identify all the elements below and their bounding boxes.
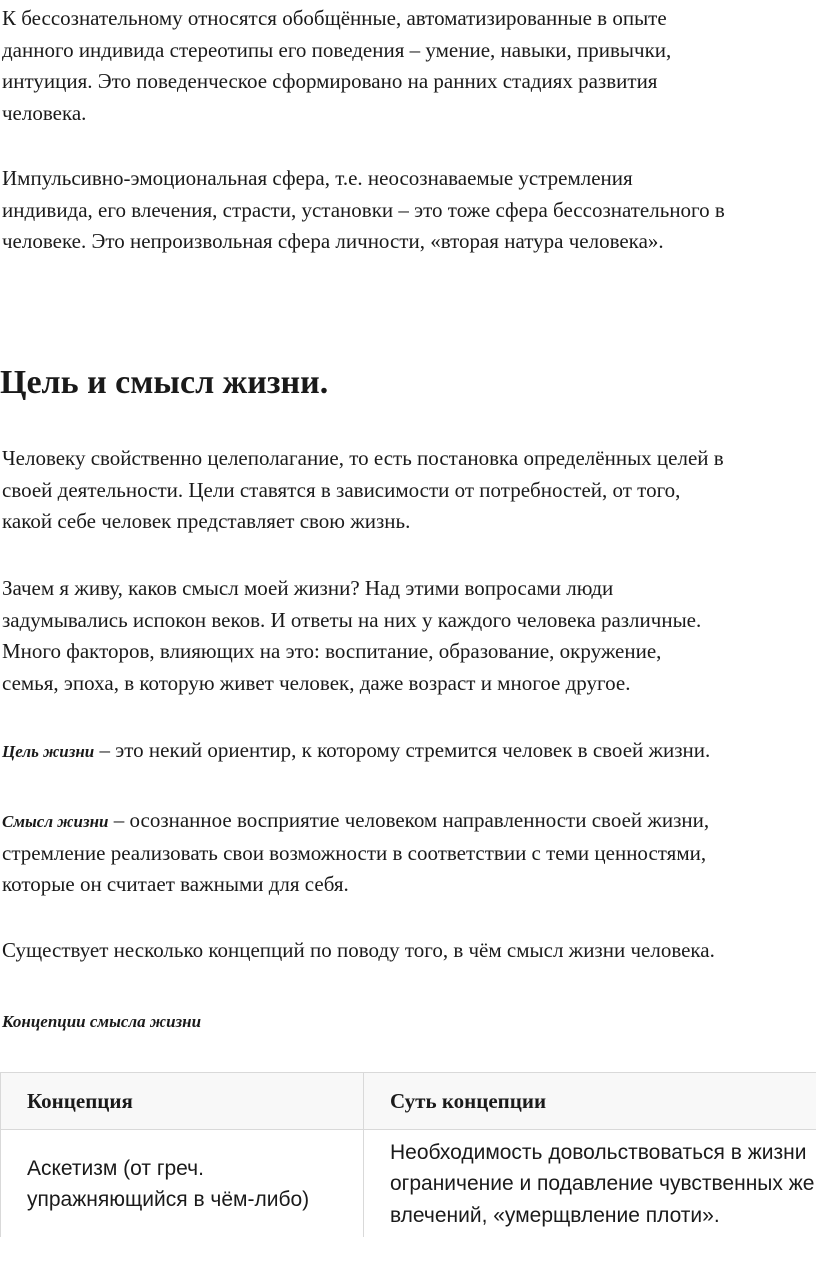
paragraph-unconscious bbox=[2, 3, 816, 129]
table-header-row bbox=[1, 1073, 816, 1130]
table-row bbox=[1, 1130, 816, 1238]
concepts-table bbox=[0, 1072, 816, 1237]
text-line: какой себе человек представляет свою жизнь. bbox=[2, 509, 411, 533]
text-line: стремление реализовать свои возможности в соответствии с теми ценностями, bbox=[2, 840, 707, 865]
text-line: Импульсивно-эмоциональная сфера, т.е. неосознаваемые устремления bbox=[2, 166, 633, 190]
cell-line: упражняющийся в чём-либо) bbox=[27, 1188, 310, 1211]
text-line: своей деятельности. Цели ставятся в зависимости от потребностей, от того, bbox=[2, 477, 681, 502]
definition-text: – это некий ориентир, к которому стремится человек в своей жизни. bbox=[94, 738, 711, 762]
cell-line: Аскетизм (от греч. bbox=[27, 1156, 204, 1180]
text-line: интуиция. Это поведенческое сформировано на ранних стадиях развития bbox=[2, 69, 658, 93]
text-line: Зачем я живу, каков смысл моей жизни? Над этими вопросами люди bbox=[2, 576, 614, 600]
cell-line: ограничение и подавление чувственных же bbox=[390, 1172, 815, 1196]
text-line: данного индивида стереотипы его поведения – умение, навыки, привычки, bbox=[2, 37, 672, 62]
definition-goal-of-life bbox=[2, 735, 816, 768]
column-header-essence: Суть концепции bbox=[364, 1073, 816, 1130]
text-line bbox=[2, 735, 816, 768]
text-line: К бессознательному относятся обобщённые, автоматизированные в опыте bbox=[2, 6, 667, 30]
text-line: Много факторов, влияющих на это: воспитание, образование, окружение, bbox=[2, 639, 662, 663]
text-line: семья, эпоха, в которую живет человек, даже возраст и многое другое. bbox=[2, 670, 631, 695]
text-line bbox=[2, 805, 816, 838]
definition-meaning-of-life bbox=[2, 805, 816, 901]
section-heading: Цель и смысл жизни. bbox=[0, 364, 329, 401]
paragraph-goal-setting bbox=[2, 443, 816, 538]
term-meaning-of-life: Смысл жизни bbox=[2, 812, 109, 831]
text-line: Человеку свойственно целеполагание, то есть постановка определённых целей в bbox=[2, 446, 724, 470]
term-goal-of-life: Цель жизни bbox=[2, 742, 95, 761]
text-line: человеке. Это непроизвольная сфера личности, «вторая натура человека». bbox=[2, 229, 664, 253]
paragraph-concepts-intro bbox=[2, 935, 816, 967]
cell-line: влечений, «умерщвление плоти». bbox=[390, 1203, 720, 1227]
cell-line: Необходимость довольствоваться в жизни bbox=[390, 1140, 807, 1164]
text-line: которые он считает важными для себя. bbox=[2, 872, 349, 896]
paragraph-why-live bbox=[2, 573, 816, 699]
concepts-heading: Концепции смысла жизни bbox=[2, 1012, 202, 1031]
text-line: задумывались испокон веков. И ответы на них у каждого человека различные. bbox=[2, 607, 702, 632]
cell-essence bbox=[364, 1130, 816, 1238]
concepts-table-wrapper bbox=[0, 1072, 816, 1237]
text-line: человека. bbox=[2, 100, 87, 125]
paragraph-impulsive-sphere bbox=[2, 163, 816, 258]
text-line: Существует несколько концепций по поводу того, в чём смысл жизни человека. bbox=[2, 938, 715, 962]
column-header-concept: Концепция bbox=[1, 1073, 364, 1130]
definition-text: – осознанное восприятие человеком направленности своей жизни, bbox=[108, 808, 710, 832]
text-line: индивида, его влечения, страсти, установки – это тоже сфера бессознательного в bbox=[2, 197, 725, 222]
cell-concept bbox=[1, 1130, 364, 1238]
